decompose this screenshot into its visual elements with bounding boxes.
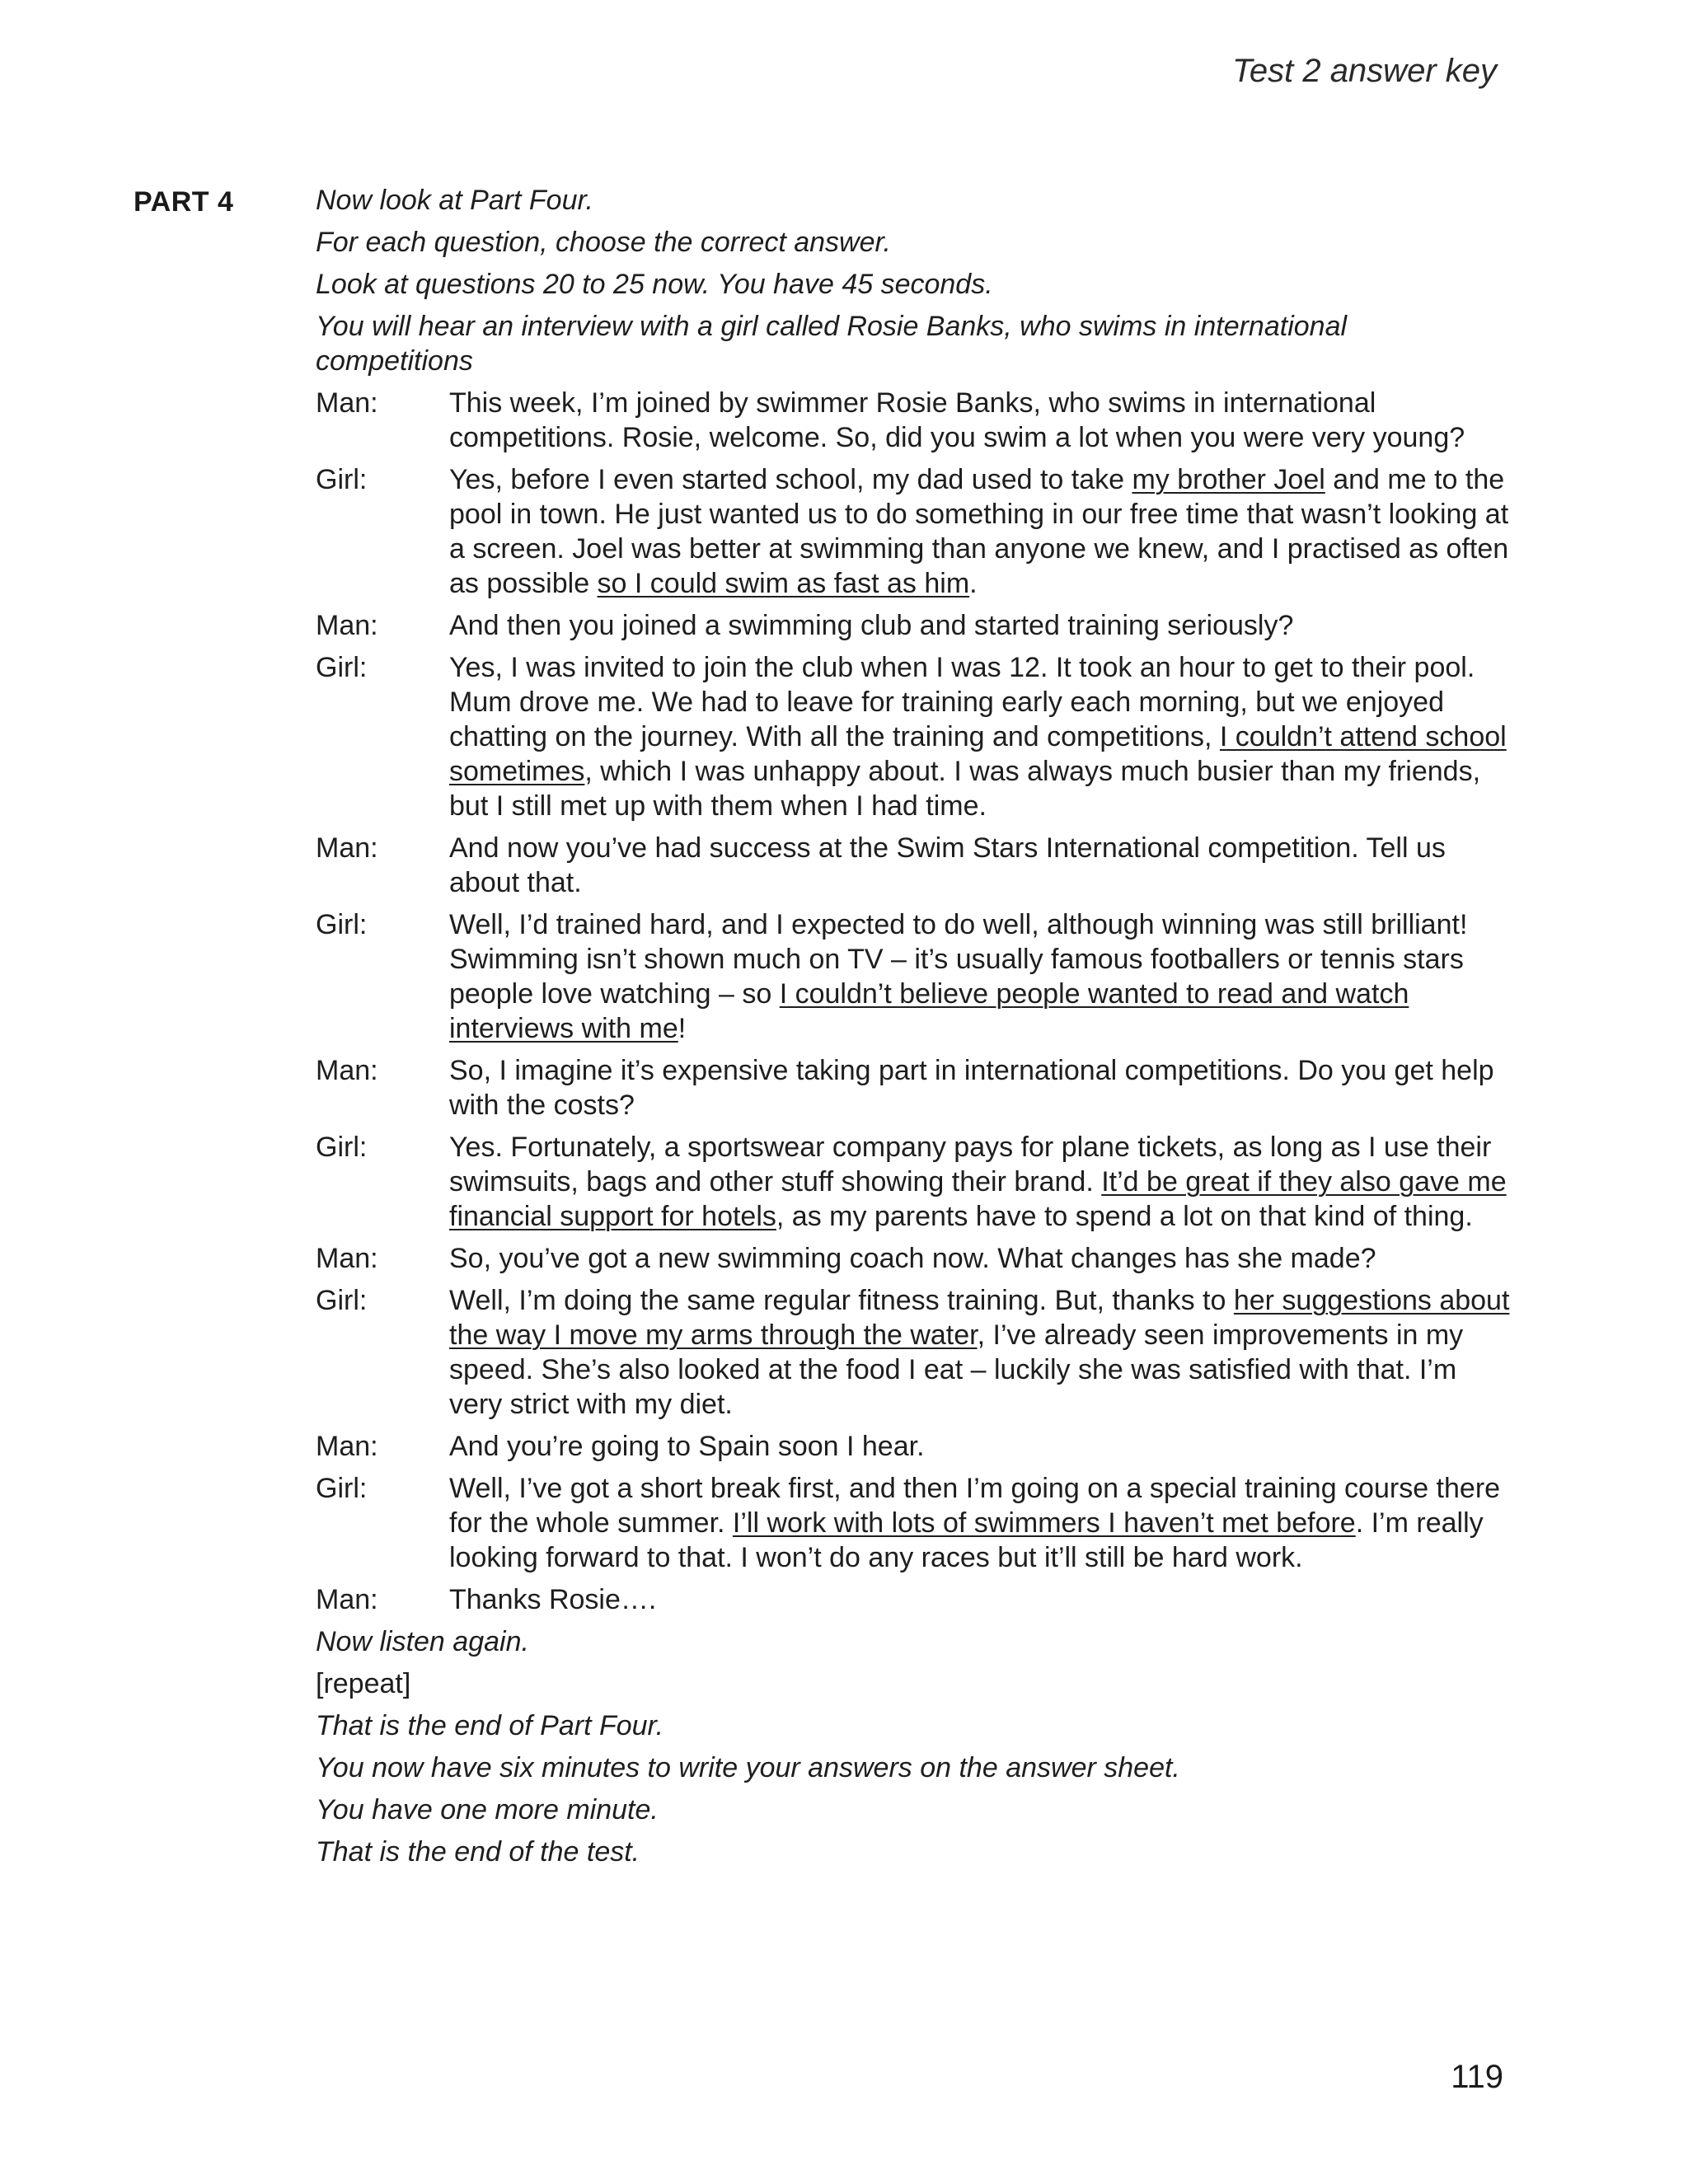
utterance-text: , I’ve already seen improvements in my speed. She’s also looked at the food I eat – luckily she was satisfied with that. I’m very strict with my diet. — [449, 1319, 1464, 1420]
speaker-label: Girl: — [316, 652, 368, 683]
utterance — [449, 1429, 1511, 1464]
repeat-line: [repeat] — [316, 1668, 411, 1699]
underlined-answer: It’d be great if they also gave me financial support for hotels — [449, 1166, 1507, 1232]
utterance — [449, 1241, 1511, 1276]
instruction-line: For each question, choose the correct answer. — [316, 227, 891, 258]
part-label: PART 4 — [134, 186, 234, 218]
utterance-text: So, I imagine it’s expensive taking part in international competitions. Do you get help with the costs? — [449, 1055, 1494, 1121]
utterance — [449, 1053, 1511, 1122]
utterance — [449, 907, 1511, 1046]
dialogue-turn — [316, 907, 1511, 1046]
dialogue-turn — [316, 1283, 1511, 1422]
utterance — [449, 1582, 1511, 1617]
dialogue-turn — [316, 1241, 1511, 1276]
utterance-text: Well, I’m doing the same regular fitness training. But, thanks to — [449, 1285, 1234, 1316]
speaker-label: Girl: — [316, 464, 368, 495]
underlined-answer: I couldn’t attend school sometimes — [449, 721, 1507, 787]
end-test-line: That is the end of the test. — [316, 1836, 640, 1868]
dialogue-turn — [316, 462, 1511, 601]
utterance-text: Well, I’d trained hard, and I expected to do well, although winning was still brilliant! Swimming isn’t shown much on TV – it’s usually famous footballers or tennis stars people love watching – so — [449, 909, 1468, 1010]
instruction-line: Look at questions 20 to 25 now. You have 45 seconds. — [316, 269, 993, 300]
underlined-answer: I couldn’t believe people wanted to read and watch interviews with me — [449, 978, 1409, 1044]
page-number: 119 — [1451, 2059, 1503, 2095]
dialogue-turn — [316, 608, 1511, 643]
utterance-text: , which I was unhappy about. I was always much busier than my friends, but I still met up with them when I had time. — [449, 756, 1481, 822]
speaker-label: Man: — [316, 1243, 378, 1274]
utterance — [449, 650, 1511, 823]
speaker-label: Man: — [316, 387, 378, 419]
utterance — [449, 608, 1511, 643]
speaker-label: Girl: — [316, 909, 368, 940]
utterance — [449, 1471, 1511, 1575]
header-title: Test 2 answer key — [1232, 53, 1497, 89]
dialogue-turn — [316, 1429, 1511, 1464]
speaker-label: Girl: — [316, 1132, 368, 1163]
utterance — [449, 1283, 1511, 1422]
underlined-answer: her suggestions about the way I move my arms through the water — [449, 1285, 1510, 1351]
underlined-answer: my brother Joel — [1132, 464, 1325, 495]
one-more-minute-line: You have one more minute. — [316, 1794, 659, 1825]
dialogue-turn — [316, 1582, 1511, 1617]
utterance-text: . — [969, 568, 978, 599]
utterance-text: Thanks Rosie…. — [449, 1584, 657, 1615]
utterance — [449, 386, 1511, 455]
utterance-text: So, you’ve got a new swimming coach now. What changes has she made? — [449, 1243, 1376, 1274]
utterance-text: Yes, I was invited to join the club when I was 12. It took an hour to get to their pool. Mum drove me. We had to leave for training early each morning, but we enjoyed chatting on the journey. With all the training and competitions, — [449, 652, 1475, 752]
dialogue-turn — [316, 650, 1511, 823]
utterance-text: and me to the pool in town. He just wanted us to do something in our free time that wasn’t looking at a screen. Joel was better at swimming than anyone we knew, and I practised as often as possible — [449, 464, 1509, 599]
instruction-line: You will hear an interview with a girl called Rosie Banks, who swims in international competitions — [316, 311, 1348, 377]
instruction-line: Now look at Part Four. — [316, 185, 593, 216]
dialogue — [316, 386, 1511, 1617]
six-minutes-line: You now have six minutes to write your answers on the answer sheet. — [316, 1752, 1180, 1783]
utterance-text: Well, I’ve got a short break first, and then I’m going on a special training course there for the whole summer. — [449, 1473, 1501, 1539]
underlined-answer: I’ll work with lots of swimmers I haven’t met before — [732, 1507, 1356, 1539]
utterance-text: , as my parents have to spend a lot on that kind of thing. — [776, 1201, 1473, 1232]
utterance-text: Yes. Fortunately, a sportswear company pays for plane tickets, as long as I use their swimsuits, bags and other stuff showing their brand. — [449, 1132, 1492, 1197]
end-part-line: That is the end of Part Four. — [316, 1710, 664, 1741]
speaker-label: Man: — [316, 832, 378, 864]
underlined-answer: so I could swim as fast as him — [597, 568, 970, 599]
transcript-content — [316, 183, 1511, 1877]
utterance — [449, 1130, 1511, 1234]
speaker-label: Man: — [316, 1055, 378, 1086]
listen-again-line: Now listen again. — [316, 1626, 529, 1657]
speaker-label: Man: — [316, 610, 378, 641]
utterance — [449, 462, 1511, 601]
utterance-text: And now you’ve had success at the Swim Stars International competition. Tell us about that. — [449, 832, 1446, 898]
utterance-text: . I’m really looking forward to that. I won’t do any races but it’ll still be hard work. — [449, 1507, 1484, 1573]
dialogue-turn — [316, 1130, 1511, 1234]
speaker-label: Man: — [316, 1584, 378, 1615]
dialogue-turn — [316, 831, 1511, 900]
utterance — [449, 831, 1511, 900]
speaker-label: Girl: — [316, 1285, 368, 1316]
dialogue-turn — [316, 386, 1511, 455]
utterance-text: And you’re going to Spain soon I hear. — [449, 1431, 925, 1462]
dialogue-turn — [316, 1053, 1511, 1122]
utterance-text: Yes, before I even started school, my dad used to take — [449, 464, 1132, 495]
utterance-text: This week, I’m joined by swimmer Rosie Banks, who swims in international competitions. Rosie, welcome. So, did you swim a lot when you were very young? — [449, 387, 1465, 453]
utterance-text: ! — [678, 1013, 687, 1044]
dialogue-turn — [316, 1471, 1511, 1575]
utterance-text: And then you joined a swimming club and started training seriously? — [449, 610, 1294, 641]
speaker-label: Girl: — [316, 1473, 368, 1504]
speaker-label: Man: — [316, 1431, 378, 1462]
